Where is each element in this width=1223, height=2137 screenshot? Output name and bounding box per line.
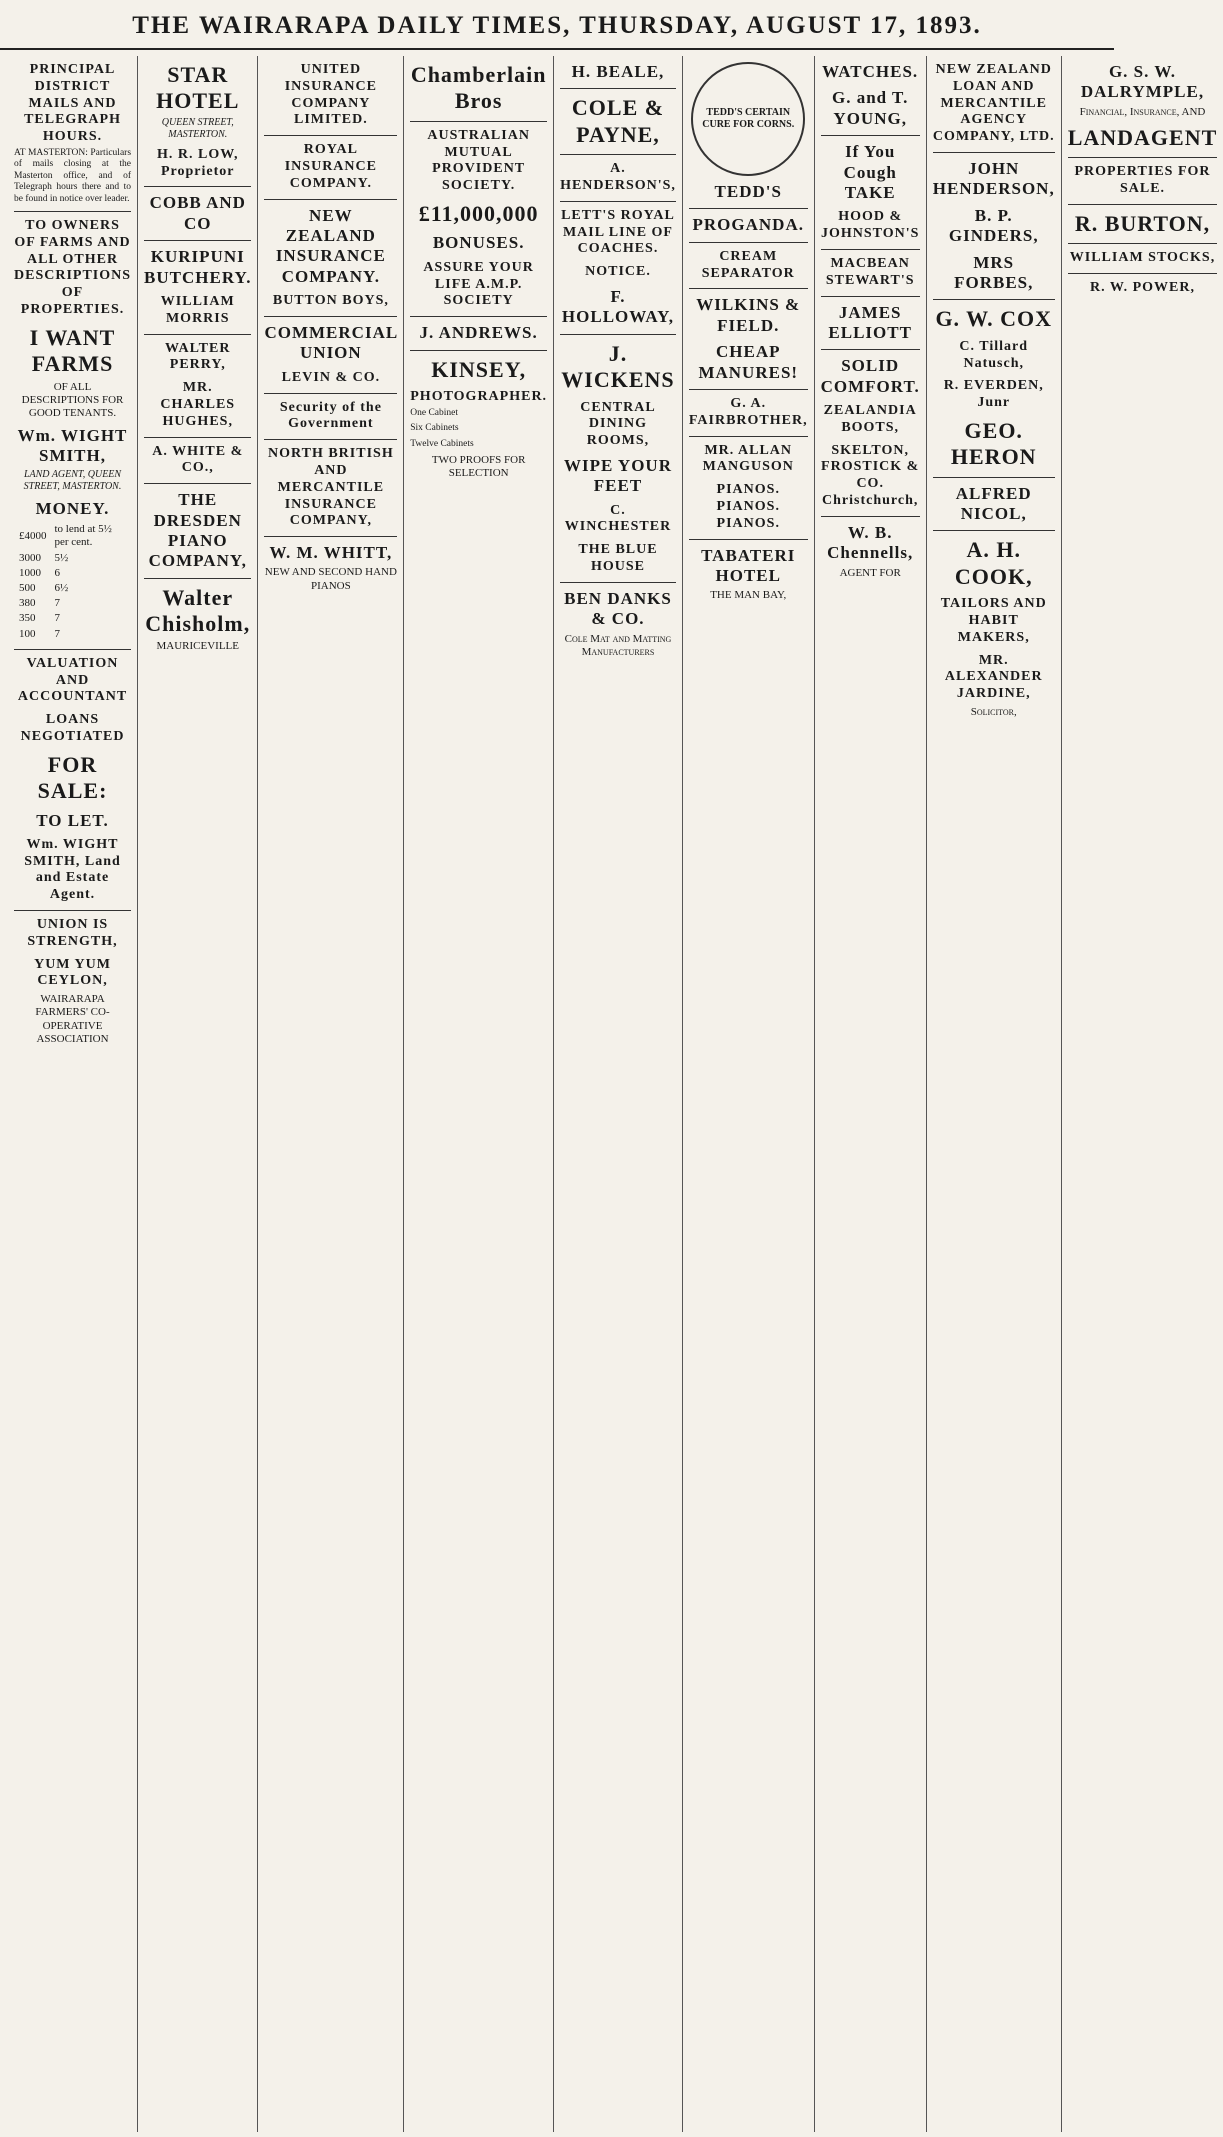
money-rate: 7 bbox=[54, 597, 60, 610]
j-wickens: J. WICKENS bbox=[561, 340, 675, 393]
william-morris: WILLIAM MORRIS bbox=[160, 293, 235, 326]
watches: WATCHES. bbox=[822, 62, 919, 81]
money-rate: 6 bbox=[54, 566, 60, 579]
tedds: TEDD'S bbox=[714, 182, 782, 201]
mat-manufacturers: Cole Mat and Matting Manufacturers bbox=[564, 632, 672, 658]
levin-and-co: LEVIN & CO. bbox=[281, 369, 381, 385]
chennells: W. B. Chennells, bbox=[827, 522, 914, 563]
a-h-cook: A. H. COOK, bbox=[954, 537, 1033, 589]
commercial-union: COMMERCIAL UNION bbox=[264, 322, 399, 363]
north-british: NORTH BRITISH AND MERCANTILE INSURANCE COMPANY, bbox=[268, 446, 394, 529]
government-security: Security of the Government bbox=[279, 399, 382, 432]
wight-smith-name: Wm. WIGHT SMITH, bbox=[17, 426, 128, 466]
united-insurance: UNITED INSURANCE COMPANY LIMITED. bbox=[284, 62, 377, 128]
money-amount: 1000 bbox=[19, 566, 41, 579]
loans-heading: LOANS NEGOTIATED bbox=[20, 712, 125, 744]
money-rate: 7 bbox=[54, 627, 60, 640]
solid-comfort: SOLID COMFORT. bbox=[820, 356, 920, 396]
money-rate: 5½ bbox=[54, 551, 69, 564]
mails-heading: PRINCIPAL DISTRICT MAILS AND TELEGRAPH HOURS. bbox=[24, 62, 121, 145]
cheap-manures: CHEAP MANURES! bbox=[698, 342, 799, 382]
blue-house: THE BLUE HOUSE bbox=[578, 542, 658, 575]
bonuses: BONUSES. bbox=[432, 233, 525, 253]
tillard-natusch: C. Tillard Natusch, bbox=[959, 338, 1029, 371]
alfred-nicol: ALFRED NICOL, bbox=[955, 483, 1032, 524]
owners-heading: TO OWNERS OF FARMS AND ALL OTHER DESCRIPTIONS OF PROPERTIES. bbox=[14, 217, 132, 317]
column-4 bbox=[404, 56, 554, 2132]
money-amount: £4000 bbox=[19, 529, 47, 542]
b-p-ginders: B. P. GINDERS, bbox=[948, 205, 1039, 246]
r-everden: R. EVERDEN, Junr bbox=[943, 378, 1044, 411]
columns bbox=[8, 56, 1218, 2132]
walter-chisholm: Walter Chisholm, bbox=[145, 584, 251, 637]
money-amount: 350 bbox=[19, 612, 36, 625]
ben-danks: BEN DANKS & CO. bbox=[564, 588, 672, 629]
nz-loan-mercantile: NEW ZEALAND LOAN AND MERCANTILE AGENCY COMPANY, LTD. bbox=[932, 62, 1055, 145]
r-w-power: R. W. POWER, bbox=[1090, 280, 1195, 296]
money-heading: MONEY. bbox=[35, 498, 110, 518]
price-3: Twelve Cabinets bbox=[410, 438, 474, 449]
amp-society: AUSTRALIAN MUTUAL PROVIDENT SOCIETY. bbox=[427, 127, 530, 194]
zealandia-boots: ZEALANDIA BOOTS, bbox=[823, 403, 917, 435]
wight-smith-agent: Wm. WIGHT SMITH, Land and Estate Agent. bbox=[24, 836, 121, 903]
royal-mail-coaches: LETT'S ROYAL MAIL LINE OF COACHES. bbox=[561, 207, 675, 257]
money-amount: 500 bbox=[19, 581, 36, 594]
mauriceville: MAURICEVILLE bbox=[156, 640, 239, 653]
assure-your-life: ASSURE YOUR LIFE A.M.P. SOCIETY bbox=[423, 259, 534, 309]
money-row bbox=[16, 567, 129, 580]
money-amount: 3000 bbox=[19, 551, 41, 564]
g-w-cox: G. W. COX bbox=[935, 306, 1053, 332]
dalrymple: G. S. W. DALRYMPLE, bbox=[1080, 62, 1205, 102]
f-holloway: F. HOLLOWAY, bbox=[561, 286, 675, 327]
pianos-footer: NEW AND SECOND HAND PIANOS bbox=[264, 566, 397, 592]
chamberlain-bros: Chamberlain Bros bbox=[410, 62, 547, 114]
wairarapa-farmers: WAIRARAPA FARMERS' CO-OPERATIVE ASSOCIATION bbox=[35, 993, 110, 1045]
pianos: PIANOS. PIANOS. PIANOS. bbox=[716, 482, 780, 531]
money-amount: 100 bbox=[19, 627, 36, 640]
dalrymple-sub: Financial, Insurance, AND bbox=[1079, 105, 1206, 118]
union-strength: UNION IS STRENGTH, bbox=[27, 917, 118, 949]
two-proofs: TWO PROOFS FOR SELECTION bbox=[431, 453, 526, 480]
c-winchester: C. WINCHESTER bbox=[564, 502, 672, 535]
photographer: PHOTOGRAPHER. bbox=[410, 388, 548, 404]
mrs-forbes: MRS FORBES, bbox=[954, 252, 1034, 292]
white-and-co: A. WHITE & CO., bbox=[152, 443, 244, 476]
geo-heron: GEO. HERON bbox=[950, 417, 1037, 470]
notice: NOTICE. bbox=[585, 264, 651, 280]
i-want-farms: I WANT FARMS bbox=[29, 324, 116, 377]
column-6 bbox=[683, 56, 815, 2132]
money-amount: 380 bbox=[19, 597, 36, 610]
tabateri-hotel: TABATERI HOTEL bbox=[701, 545, 796, 585]
for-sale-heading: FOR SALE: bbox=[37, 751, 108, 804]
man-bay: THE MAN BAY, bbox=[710, 589, 787, 602]
button-boys: BUTTON BOYS, bbox=[272, 293, 389, 309]
alexander-jardine: MR. ALEXANDER JARDINE, bbox=[944, 652, 1043, 702]
column-2 bbox=[138, 56, 258, 2132]
wilkins-and-field: WILKINS & FIELD. bbox=[696, 295, 801, 335]
price-2: Six Cabinets bbox=[410, 423, 459, 434]
column-9 bbox=[1062, 56, 1223, 2132]
a-henderson: A. HENDERSON'S, bbox=[560, 161, 676, 193]
column-7 bbox=[815, 56, 927, 2132]
w-m-whitt: W. M. WHITT, bbox=[269, 543, 393, 563]
to-let-heading: TO LET. bbox=[36, 810, 109, 830]
walter-perry: WALTER PERRY, bbox=[165, 340, 231, 373]
money-row bbox=[16, 628, 129, 641]
price-1: One Cabinet bbox=[410, 407, 459, 418]
cream-separator: CREAM SEPARATOR bbox=[701, 248, 795, 281]
properties-for-sale: PROPERTIES FOR SALE. bbox=[1074, 164, 1211, 197]
star-hotel: STAR HOTEL bbox=[156, 62, 240, 114]
charles-hughes: MR. CHARLES HUGHES, bbox=[160, 380, 236, 429]
h-beale: H. BEALE, bbox=[571, 62, 665, 81]
r-burton: R. BURTON, bbox=[1074, 210, 1211, 236]
g-and-t-young: G. and T. YOUNG, bbox=[831, 88, 909, 128]
cole-and-payne: COLE & PAYNE, bbox=[571, 95, 665, 147]
h-r-low: H. R. LOW, Proprietor bbox=[157, 146, 239, 179]
hood-johnston: HOOD & JOHNSTON'S bbox=[820, 209, 920, 242]
money-row bbox=[16, 523, 129, 549]
eleven-million: £11,000,000 bbox=[418, 200, 539, 226]
column-5 bbox=[554, 56, 683, 2132]
james-elliott: JAMES ELLIOTT bbox=[828, 302, 912, 342]
if-you-cough: If You Cough TAKE bbox=[843, 142, 897, 202]
money-row bbox=[16, 612, 129, 625]
dresden-piano: THE DRESDEN PIANO COMPANY, bbox=[148, 490, 247, 571]
proganda: PROGANDA. bbox=[692, 215, 804, 235]
william-stocks: WILLIAM STOCKS, bbox=[1069, 250, 1216, 266]
kuripuni-butchery: KURIPUNI BUTCHERY. bbox=[144, 247, 252, 287]
solicitor: Solicitor, bbox=[970, 706, 1017, 719]
fairbrother: G. A. FAIRBROTHER, bbox=[688, 395, 808, 428]
tedds-stamp: TEDD'S CERTAIN CURE FOR CORNS. bbox=[691, 62, 805, 176]
money-row bbox=[16, 582, 129, 595]
tailors: TAILORS AND HABIT MAKERS, bbox=[940, 596, 1047, 645]
money-rate: 7 bbox=[54, 612, 60, 625]
newspaper-title: THE WAIRARAPA DAILY TIMES, THURSDAY, AUGUST 17, 1893. bbox=[132, 12, 982, 39]
land-agent-sub: LAND AGENT, QUEEN STREET, MASTERTON. bbox=[23, 468, 122, 492]
money-table bbox=[14, 521, 131, 643]
star-hotel-sub: QUEEN STREET, MASTERTON. bbox=[161, 116, 234, 140]
column-8 bbox=[927, 56, 1062, 2132]
money-rate: to lend at 5½ per cent. bbox=[54, 523, 112, 549]
money-rate: 6½ bbox=[54, 581, 69, 594]
macbean-stewart: MACBEAN STEWART'S bbox=[825, 255, 915, 288]
royal-insurance: ROYAL INSURANCE COMPANY. bbox=[284, 142, 377, 191]
skelton-frostick: SKELTON, FROSTICK & CO. Christchurch, bbox=[821, 442, 920, 509]
agent-for: AGENT FOR bbox=[839, 566, 901, 579]
cobb-and-co: COBB AND CO bbox=[149, 193, 246, 233]
nz-insurance: NEW ZEALAND INSURANCE COMPANY. bbox=[275, 205, 386, 286]
central-dining: CENTRAL DINING ROOMS, bbox=[580, 399, 656, 449]
column-3 bbox=[258, 56, 404, 2132]
tenants-sub: OF ALL DESCRIPTIONS FOR GOOD TENANTS. bbox=[21, 380, 124, 419]
valuation-heading: VALUATION AND ACCOUNTANT bbox=[17, 655, 128, 705]
masthead bbox=[0, 0, 1114, 50]
yum-yum: YUM YUM CEYLON, bbox=[34, 956, 111, 989]
john-henderson: JOHN HENDERSON, bbox=[932, 158, 1055, 199]
allan-manguson: MR. ALLAN MANGUSON bbox=[702, 442, 794, 475]
landagent: LANDAGENT bbox=[1067, 124, 1218, 150]
wipe-your-feet: WIPE YOUR FEET bbox=[563, 455, 672, 496]
mails-text: AT MASTERTON: Particulars of mails closing at the Masterton office, and of Telegraph hours there and to be found in notice over leader. bbox=[14, 147, 132, 204]
money-row bbox=[16, 597, 129, 610]
money-row bbox=[16, 552, 129, 565]
column-1 bbox=[8, 56, 138, 2132]
j-andrews: J. ANDREWS. bbox=[419, 323, 538, 343]
kinsey: KINSEY, bbox=[431, 356, 527, 382]
